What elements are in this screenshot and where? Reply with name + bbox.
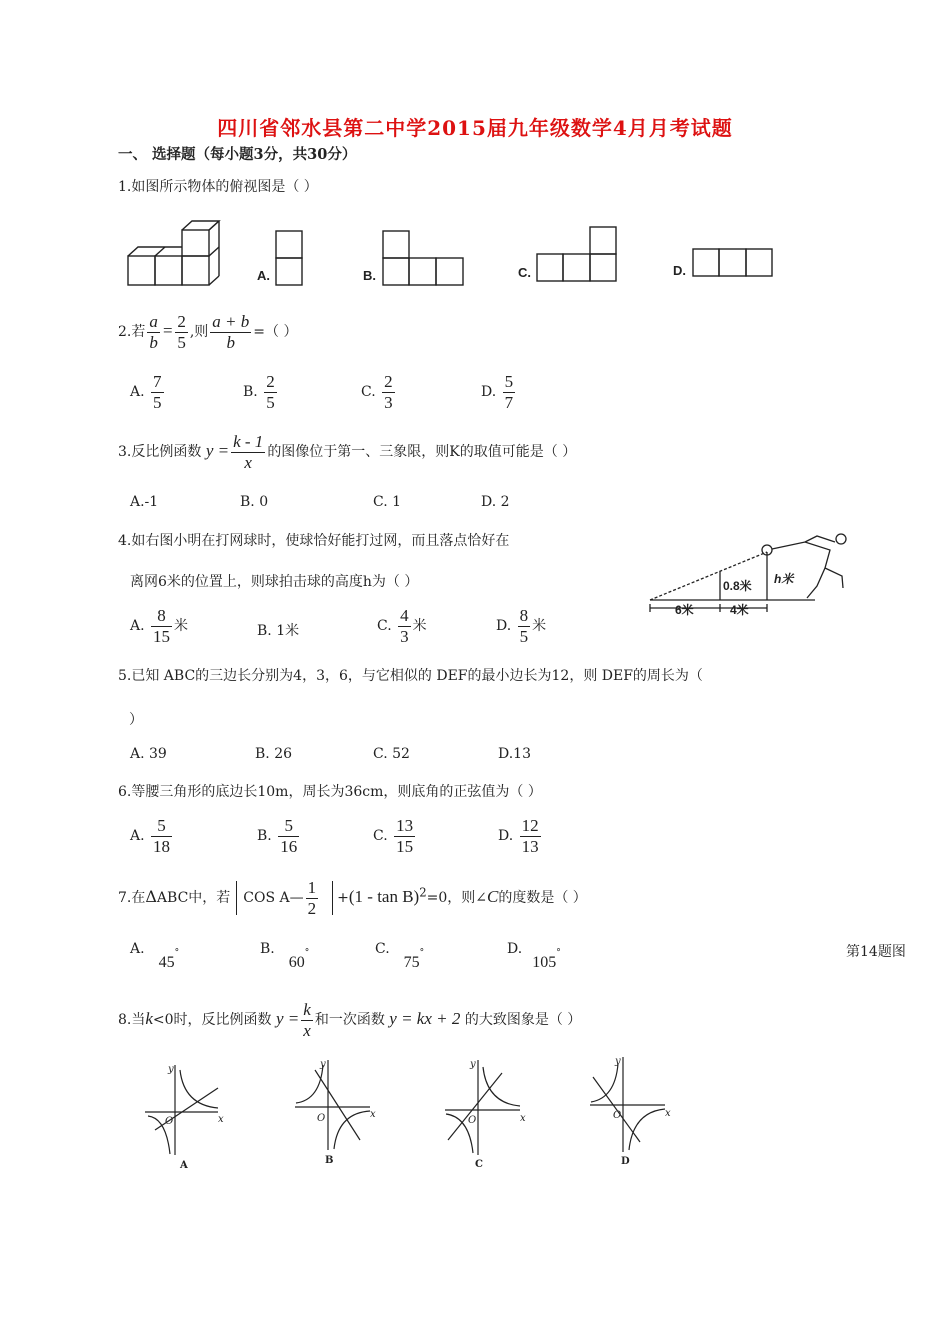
- q2-option-a: A. $\frac{7}{5}$: [130, 372, 162, 412]
- q1-option-c-view: [536, 226, 620, 284]
- page-title: 四川省邻水县第二中学2015届九年级数学4月月考试题: [217, 116, 733, 140]
- q4-tennis-figure: [645, 528, 860, 618]
- q5-option-c: C. 52: [373, 746, 410, 762]
- question-1-stem: 1.如图所示物体的俯视图是（ ）: [118, 179, 318, 195]
- q5-option-b: B. 26: [255, 746, 293, 762]
- q6-option-d: D. $\frac{12}{13}$: [498, 816, 539, 856]
- q8-graph-c: [440, 1055, 530, 1170]
- question-5-stem: 5.已知 ABC的三边长分别为4，3，6，与它相似的 DEF的最小边长为12，则 DEF的周长为（: [118, 668, 703, 684]
- q7-option-d: D.105°: [507, 941, 561, 971]
- q8-c-label: C: [475, 1159, 483, 1170]
- q8-a-o: O: [165, 1116, 174, 1127]
- q8-b-y: y: [320, 1059, 326, 1070]
- q3-frac: $\frac{k - 1}{x}$: [233, 432, 264, 472]
- q4-option-c: C. $\frac{4}{3}$ 米: [377, 606, 427, 646]
- q4-label-6m: 6米: [675, 603, 694, 617]
- q8-d-o: O: [613, 1110, 622, 1121]
- q8-c-o: O: [468, 1115, 477, 1126]
- question-4-line1: 4.如右图小明在打网球时，使球恰好能打过网，而且落点恰好在: [118, 533, 510, 549]
- q4-label-0.8m: 0.8米: [723, 579, 752, 593]
- figure-caption-q14: 第14题图: [846, 944, 906, 960]
- q4-option-d: D. $\frac{8}{5}$ 米: [496, 606, 547, 646]
- q2-frac-2-5: $\frac{2}{5}$: [177, 312, 186, 352]
- q1-option-b-view: [382, 230, 466, 288]
- q1-label-c: C.: [518, 265, 531, 280]
- q4-label-4m: 4米: [730, 603, 749, 617]
- q7-option-c: C.75°: [375, 941, 425, 971]
- q6-option-c: C. $\frac{13}{15}$: [373, 816, 414, 856]
- q1-label-a: A.: [257, 268, 270, 283]
- q8-b-x: x: [370, 1109, 376, 1120]
- q7-option-a: A.45°: [130, 941, 180, 971]
- q8-a-label: A: [180, 1160, 188, 1171]
- question-4-line2: 离网6米的位置上，则球拍击球的高度h为（ ）: [130, 574, 419, 590]
- q4-label-h: h米: [774, 572, 794, 586]
- q8-d-label: D: [621, 1156, 630, 1167]
- q5-option-a: A. 39: [130, 746, 167, 762]
- q2-frac-a-b: $\frac{a}{b}$: [149, 312, 158, 352]
- q8-graph-a: [140, 1060, 230, 1170]
- q1-option-d-view: [692, 248, 776, 280]
- q6-option-b: B. $\frac{5}{16}$: [257, 816, 298, 856]
- question-2-stem: 2.若 $\frac{a}{b}$ = $\frac{2}{5}$ ,则 $\frac{a + b}{b}$ =（ ）: [118, 312, 298, 352]
- q4-option-b: B. 1米: [257, 623, 300, 639]
- q1-solid-figure: [125, 218, 225, 288]
- question-6-stem: 6.等腰三角形的底边长10m，周长为36cm，则底角的正弦值为（ ）: [118, 784, 542, 800]
- q8-d-x: x: [665, 1108, 671, 1119]
- q8-b-label: B: [325, 1155, 334, 1166]
- question-8-stem: 8.当k<0时，反比例函数 y = $\frac{k}{x}$ 和一次函数 y = kx + 2 的大致图象是（ ）: [118, 1000, 582, 1040]
- q8-graph-b: [290, 1055, 380, 1165]
- question-7-stem: 7.在ΔABC中，若 COS A— $\frac{1}{2}$ +(1 - tan B)$^2$=0，则∠C的度数是（ ）: [118, 878, 587, 918]
- q3-option-a: A.-1: [130, 494, 159, 510]
- q8-d-y: y: [615, 1056, 621, 1067]
- section-heading: 一、 选择题（每小题3分，共30分）: [118, 146, 357, 163]
- q3-option-d: D. 2: [481, 494, 510, 510]
- q1-option-a-view: [275, 230, 305, 288]
- q8-c-y: y: [470, 1059, 476, 1070]
- question-5-close: ）: [129, 712, 143, 728]
- q3-option-c: C. 1: [373, 494, 402, 510]
- question-3-stem: 3.反比例函数 y = $\frac{k - 1}{x}$ 的图像位于第一、三象限，则K的取值可能是（ ）: [118, 432, 577, 472]
- q5-option-d: D.13: [498, 746, 531, 762]
- q2-option-c: C. $\frac{2}{3}$: [361, 372, 393, 412]
- q1-label-d: D.: [673, 263, 686, 278]
- q6-option-a: A. $\frac{5}{18}$: [130, 816, 171, 856]
- q4-option-a: A. $\frac{8}{15}$ 米: [130, 606, 189, 646]
- q1-label-b: B.: [363, 268, 376, 283]
- q8-c-x: x: [520, 1113, 526, 1124]
- q2-option-d: D. $\frac{5}{7}$: [481, 372, 514, 412]
- q8-a-y: y: [168, 1064, 174, 1075]
- q2-frac-ab-b: $\frac{a + b}{b}$: [212, 312, 250, 352]
- q7-option-b: B.60°: [260, 941, 310, 971]
- q3-option-b: B. 0: [240, 494, 269, 510]
- q8-b-o: O: [317, 1113, 326, 1124]
- q8-graph-d: [585, 1052, 675, 1167]
- q8-a-x: x: [218, 1114, 224, 1125]
- q2-option-b: B. $\frac{2}{5}$: [243, 372, 275, 412]
